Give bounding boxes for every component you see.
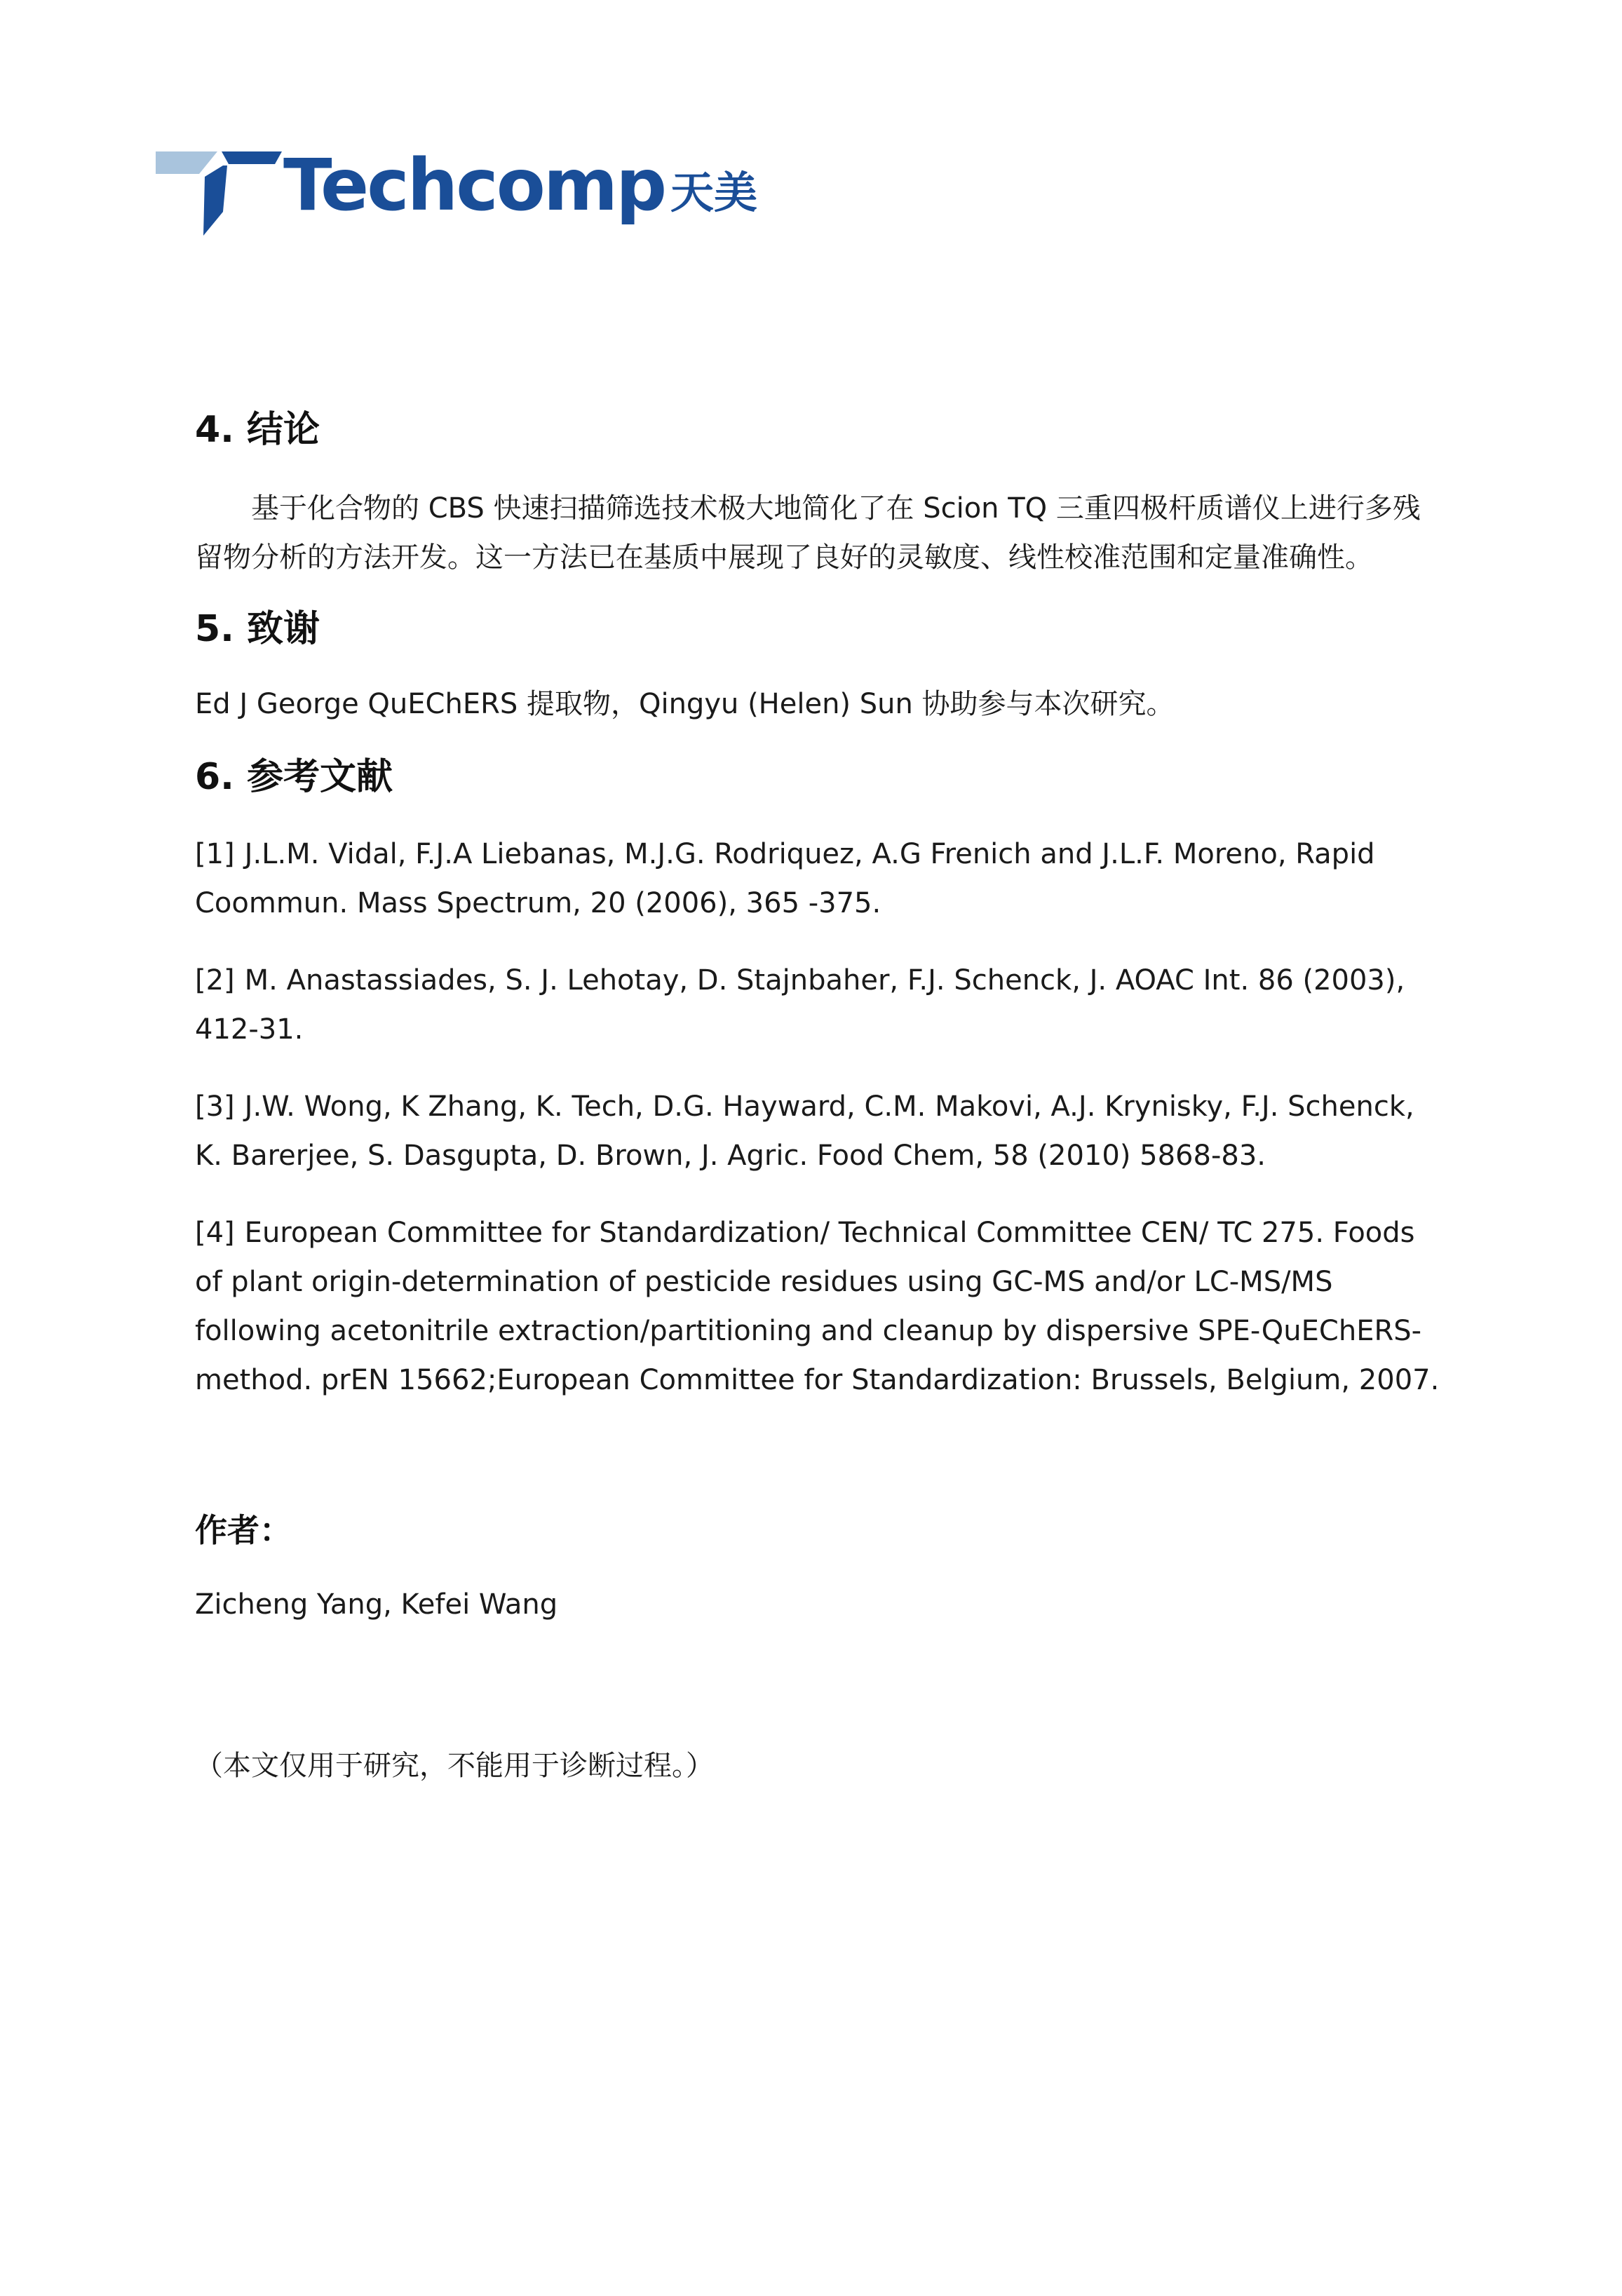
- reference-item: [195, 956, 1443, 1054]
- reference-number: [3]: [195, 1090, 235, 1123]
- reference-number: [2]: [195, 964, 235, 997]
- acknowledgement-paragraph: Ed J George QuEChERS 提取物，Qingyu (Helen) Sun 协助参与本次研究。: [195, 688, 1175, 721]
- logo-brand-text: Techcomp: [283, 144, 665, 227]
- conclusion-paragraph: 基于化合物的 CBS 快速扫描筛选技术极大地简化了在 Scion TQ 三重四极杆质谱仪上进行多残留物分析的方法开发。这一方法已在基质中展现了良好的灵敏度、线性校准范围和定量准确性。: [195, 492, 1421, 574]
- reference-text: J.L.M. Vidal, F.J.A Liebanas, M.J.G. Rodriquez, A.G Frenich and J.L.F. Moreno, Rapid Coommun. Mass Spectrum, 20 (2006), 365 -375.: [195, 837, 1375, 919]
- logo-brand-cn: 天美: [670, 167, 758, 218]
- techcomp-logo: [156, 144, 787, 247]
- reference-number: [1]: [195, 837, 235, 870]
- reference-item: [195, 830, 1443, 928]
- author-names: Zicheng Yang, Kefei Wang: [195, 1588, 558, 1621]
- reference-number: [4]: [195, 1216, 235, 1249]
- reference-text: M. Anastassiades, S. J. Lehotay, D. Stajnbaher, F.J. Schenck, J. AOAC Int. 86 (2003), 412-31.: [195, 964, 1405, 1046]
- document-body: [195, 407, 1443, 1790]
- reference-text: J.W. Wong, K Zhang, K. Tech, D.G. Hayward, C.M. Makovi, A.J. Krynisky, F.J. Schenck, K. Barerjee, S. Dasgupta, D. Brown, J. Agric. Food Chem, 58 (2010) 5868-83.: [195, 1090, 1414, 1172]
- references-heading: 6. 参考文献: [195, 756, 393, 799]
- reference-item: [195, 1082, 1443, 1180]
- techcomp-logo-mark-icon: [156, 149, 282, 240]
- conclusion-heading: 4. 结论: [195, 409, 320, 451]
- disclaimer-note: （本文仅用于研究，不能用于诊断过程。）: [195, 1749, 714, 1782]
- acknowledgement-heading: 5. 致谢: [195, 607, 320, 650]
- reference-item: [195, 1208, 1443, 1405]
- author-heading: 作者：: [195, 1511, 292, 1549]
- reference-text: European Committee for Standardization/ Technical Committee CEN/ TC 275. Foods of plant origin-determination of pesticide residues using GC-MS and/or LC-MS/MS following acetonitrile extraction/partitioning and cleanup by dispersive SPE-QuEChERS-method. prEN 15662;European Committee for Standardization: Brussels, Belgium, 2007.: [195, 1216, 1440, 1396]
